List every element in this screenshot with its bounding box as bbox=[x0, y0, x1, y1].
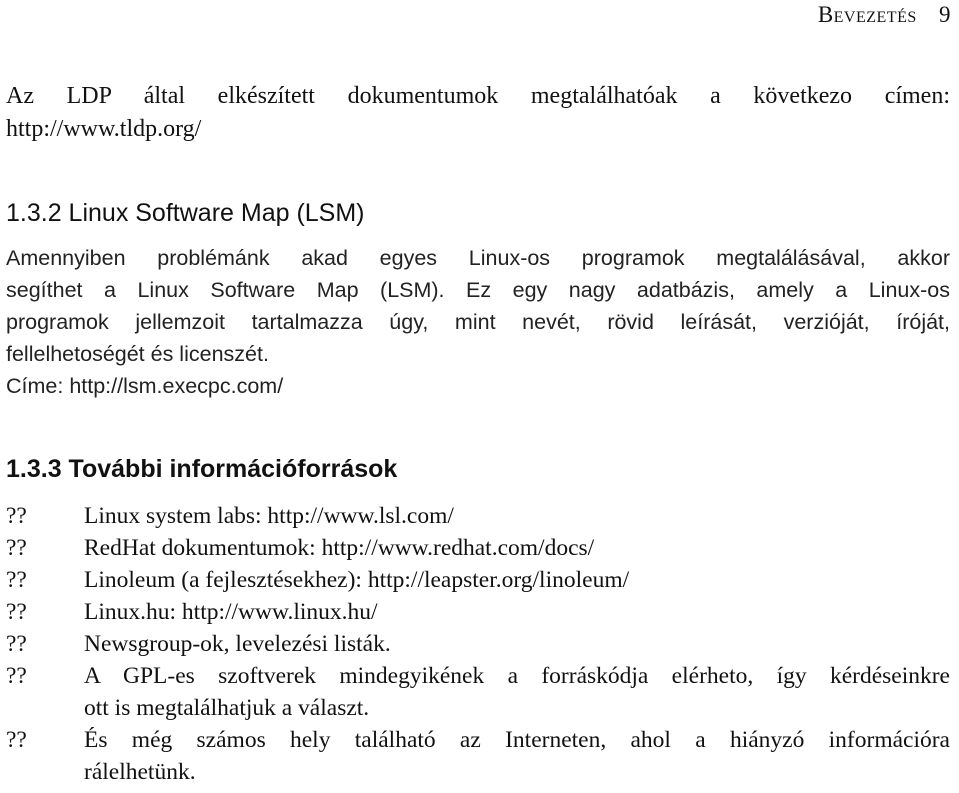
list-item-text: Newsgroup-ok, levelezési listák. bbox=[84, 631, 391, 657]
running-head-section: Bevezetés bbox=[817, 2, 917, 27]
lsm-paragraph-line-1: Amennyiben problémánk akad egyes Linux-os programok megtalálásával, akkor bbox=[6, 246, 950, 270]
page-number: 9 bbox=[939, 2, 951, 27]
lsm-url-line: Címe: http://lsm.execpc.com/ bbox=[6, 374, 284, 398]
list-item-text: A GPL-es szoftverek mindegyikének a forráskódja elérheto, így kérdéseinkre bbox=[84, 663, 950, 689]
list-item bbox=[6, 564, 950, 596]
list-item bbox=[6, 724, 950, 788]
further-sources-list bbox=[6, 500, 950, 788]
bullet-marker: ?? bbox=[6, 631, 27, 657]
list-item-text: És még számos hely található az Interneten, ahol a hiányzó információra bbox=[84, 727, 950, 753]
intro-url-tldp: http://www.tldp.org/ bbox=[6, 116, 202, 142]
list-item bbox=[6, 596, 950, 628]
list-item-text: RedHat dokumentumok: http://www.redhat.com/docs/ bbox=[84, 535, 595, 561]
bullet-marker: ?? bbox=[6, 567, 27, 593]
section-heading-further-sources: 1.3.3 További információforrások bbox=[6, 455, 398, 483]
bullet-marker: ?? bbox=[6, 503, 27, 529]
intro-text-line-1: Az LDP által elkészített dokumentumok megtalálhatóak a következo címen: bbox=[6, 83, 950, 109]
lsm-paragraph-line-4: fellelhetoségét és licenszét. bbox=[6, 342, 269, 366]
bullet-marker: ?? bbox=[6, 663, 27, 689]
list-item-text-continued: rálelhetünk. bbox=[84, 759, 196, 785]
list-item bbox=[6, 628, 950, 660]
list-item-text: Linux system labs: http://www.lsl.com/ bbox=[84, 503, 454, 529]
list-item-text: Linoleum (a fejlesztésekhez): http://leapster.org/linoleum/ bbox=[84, 567, 630, 593]
bullet-marker: ?? bbox=[6, 727, 27, 753]
bullet-marker: ?? bbox=[6, 535, 27, 561]
list-item-text: Linux.hu: http://www.linux.hu/ bbox=[84, 599, 378, 625]
section-heading-lsm: 1.3.2 Linux Software Map (LSM) bbox=[6, 199, 365, 227]
list-item bbox=[6, 532, 950, 564]
list-item-text-continued: ott is megtalálhatjuk a választ. bbox=[84, 695, 370, 721]
running-head bbox=[818, 2, 951, 28]
bullet-marker: ?? bbox=[6, 599, 27, 625]
list-item bbox=[6, 500, 950, 532]
list-item bbox=[6, 660, 950, 724]
lsm-paragraph-line-2: segíthet a Linux Software Map (LSM). Ez egy nagy adatbázis, amely a Linux-os bbox=[6, 278, 950, 302]
lsm-paragraph-line-3: programok jellemzoit tartalmazza úgy, mint nevét, rövid leírását, verzióját, íróját, bbox=[6, 310, 950, 334]
